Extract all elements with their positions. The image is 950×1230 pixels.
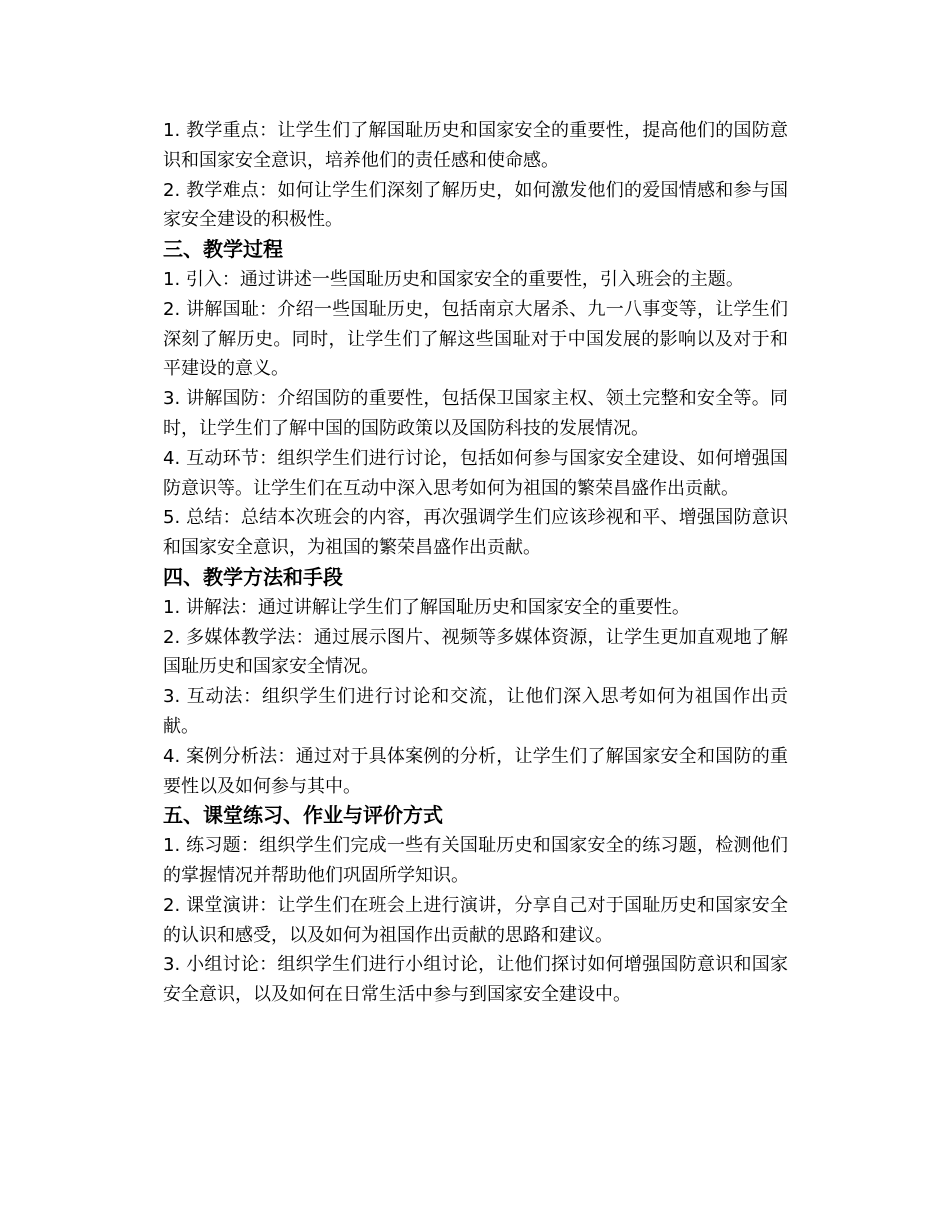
process-item-national-defense: 3. 讲解国防：介绍国防的重要性，包括保卫国家主权、领土完整和安全等。同时，让学生们了解中国的国防政策以及国防科技的发展情况。 <box>163 388 788 439</box>
evaluation-item-speech: 2. 课堂演讲：让学生们在班会上进行演讲，分享自己对于国耻历史和国家安全的认识和感受，以及如何为祖国作出贡献的思路和建议。 <box>163 894 788 946</box>
process-item-intro: 1. 引入：通过讲述一些国耻历史和国家安全的重要性，引入班会的主题。 <box>163 268 744 290</box>
method-item-case-analysis: 4. 案例分析法：通过对于具体案例的分析，让学生们了解国家安全和国防的重要性以及如何参与其中。 <box>163 745 788 797</box>
document-page <box>163 116 788 1010</box>
method-item-lecture: 1. 讲解法：通过讲解让学生们了解国耻历史和国家安全的重要性。 <box>163 596 690 618</box>
process-item-national-humiliation: 2. 讲解国耻：介绍一些国耻历史，包括南京大屠杀、九一八事变等，让学生们深刻了解历史。同时，让学生们了解这些国耻对于中国发展的影响以及对于和平建设的意义。 <box>163 298 788 380</box>
method-item-interactive: 3. 互动法：组织学生们进行讨论和交流，让他们深入思考如何为祖国作出贡献。 <box>163 686 788 737</box>
teaching-difficulty-item: 2. 教学难点：如何让学生们深刻了解历史，如何激发他们的爱国情感和参与国家安全建设的积极性。 <box>163 179 788 231</box>
section-heading-teaching-process: 三、教学过程 <box>163 237 283 262</box>
section-heading-teaching-methods: 四、教学方法和手段 <box>163 564 343 589</box>
evaluation-item-group-discussion: 3. 小组讨论：组织学生们进行小组讨论，让他们探讨如何增强国防意识和国家安全意识，以及如何在日常生活中参与到国家安全建设中。 <box>163 954 788 1006</box>
process-item-summary: 5. 总结：总结本次班会的内容，再次强调学生们应该珍视和平、增强国防意识和国家安全意识，为祖国的繁荣昌盛作出贡献。 <box>163 507 788 559</box>
section-heading-exercises-evaluation: 五、课堂练习、作业与评价方式 <box>163 803 443 828</box>
evaluation-item-exercises: 1. 练习题：组织学生们完成一些有关国耻历史和国家安全的练习题，检测他们的掌握情况并帮助他们巩固所学知识。 <box>163 835 788 886</box>
process-item-interaction: 4. 互动环节：组织学生们进行讨论，包括如何参与国家安全建设、如何增强国防意识等。让学生们在互动中深入思考如何为祖国的繁荣昌盛作出贡献。 <box>163 447 788 499</box>
teaching-focus-item: 1. 教学重点：让学生们了解国耻历史和国家安全的重要性，提高他们的国防意识和国家安全意识，培养他们的责任感和使命感。 <box>163 120 788 171</box>
method-item-multimedia: 2. 多媒体教学法：通过展示图片、视频等多媒体资源，让学生更加直观地了解国耻历史和国家安全情况。 <box>163 626 788 678</box>
